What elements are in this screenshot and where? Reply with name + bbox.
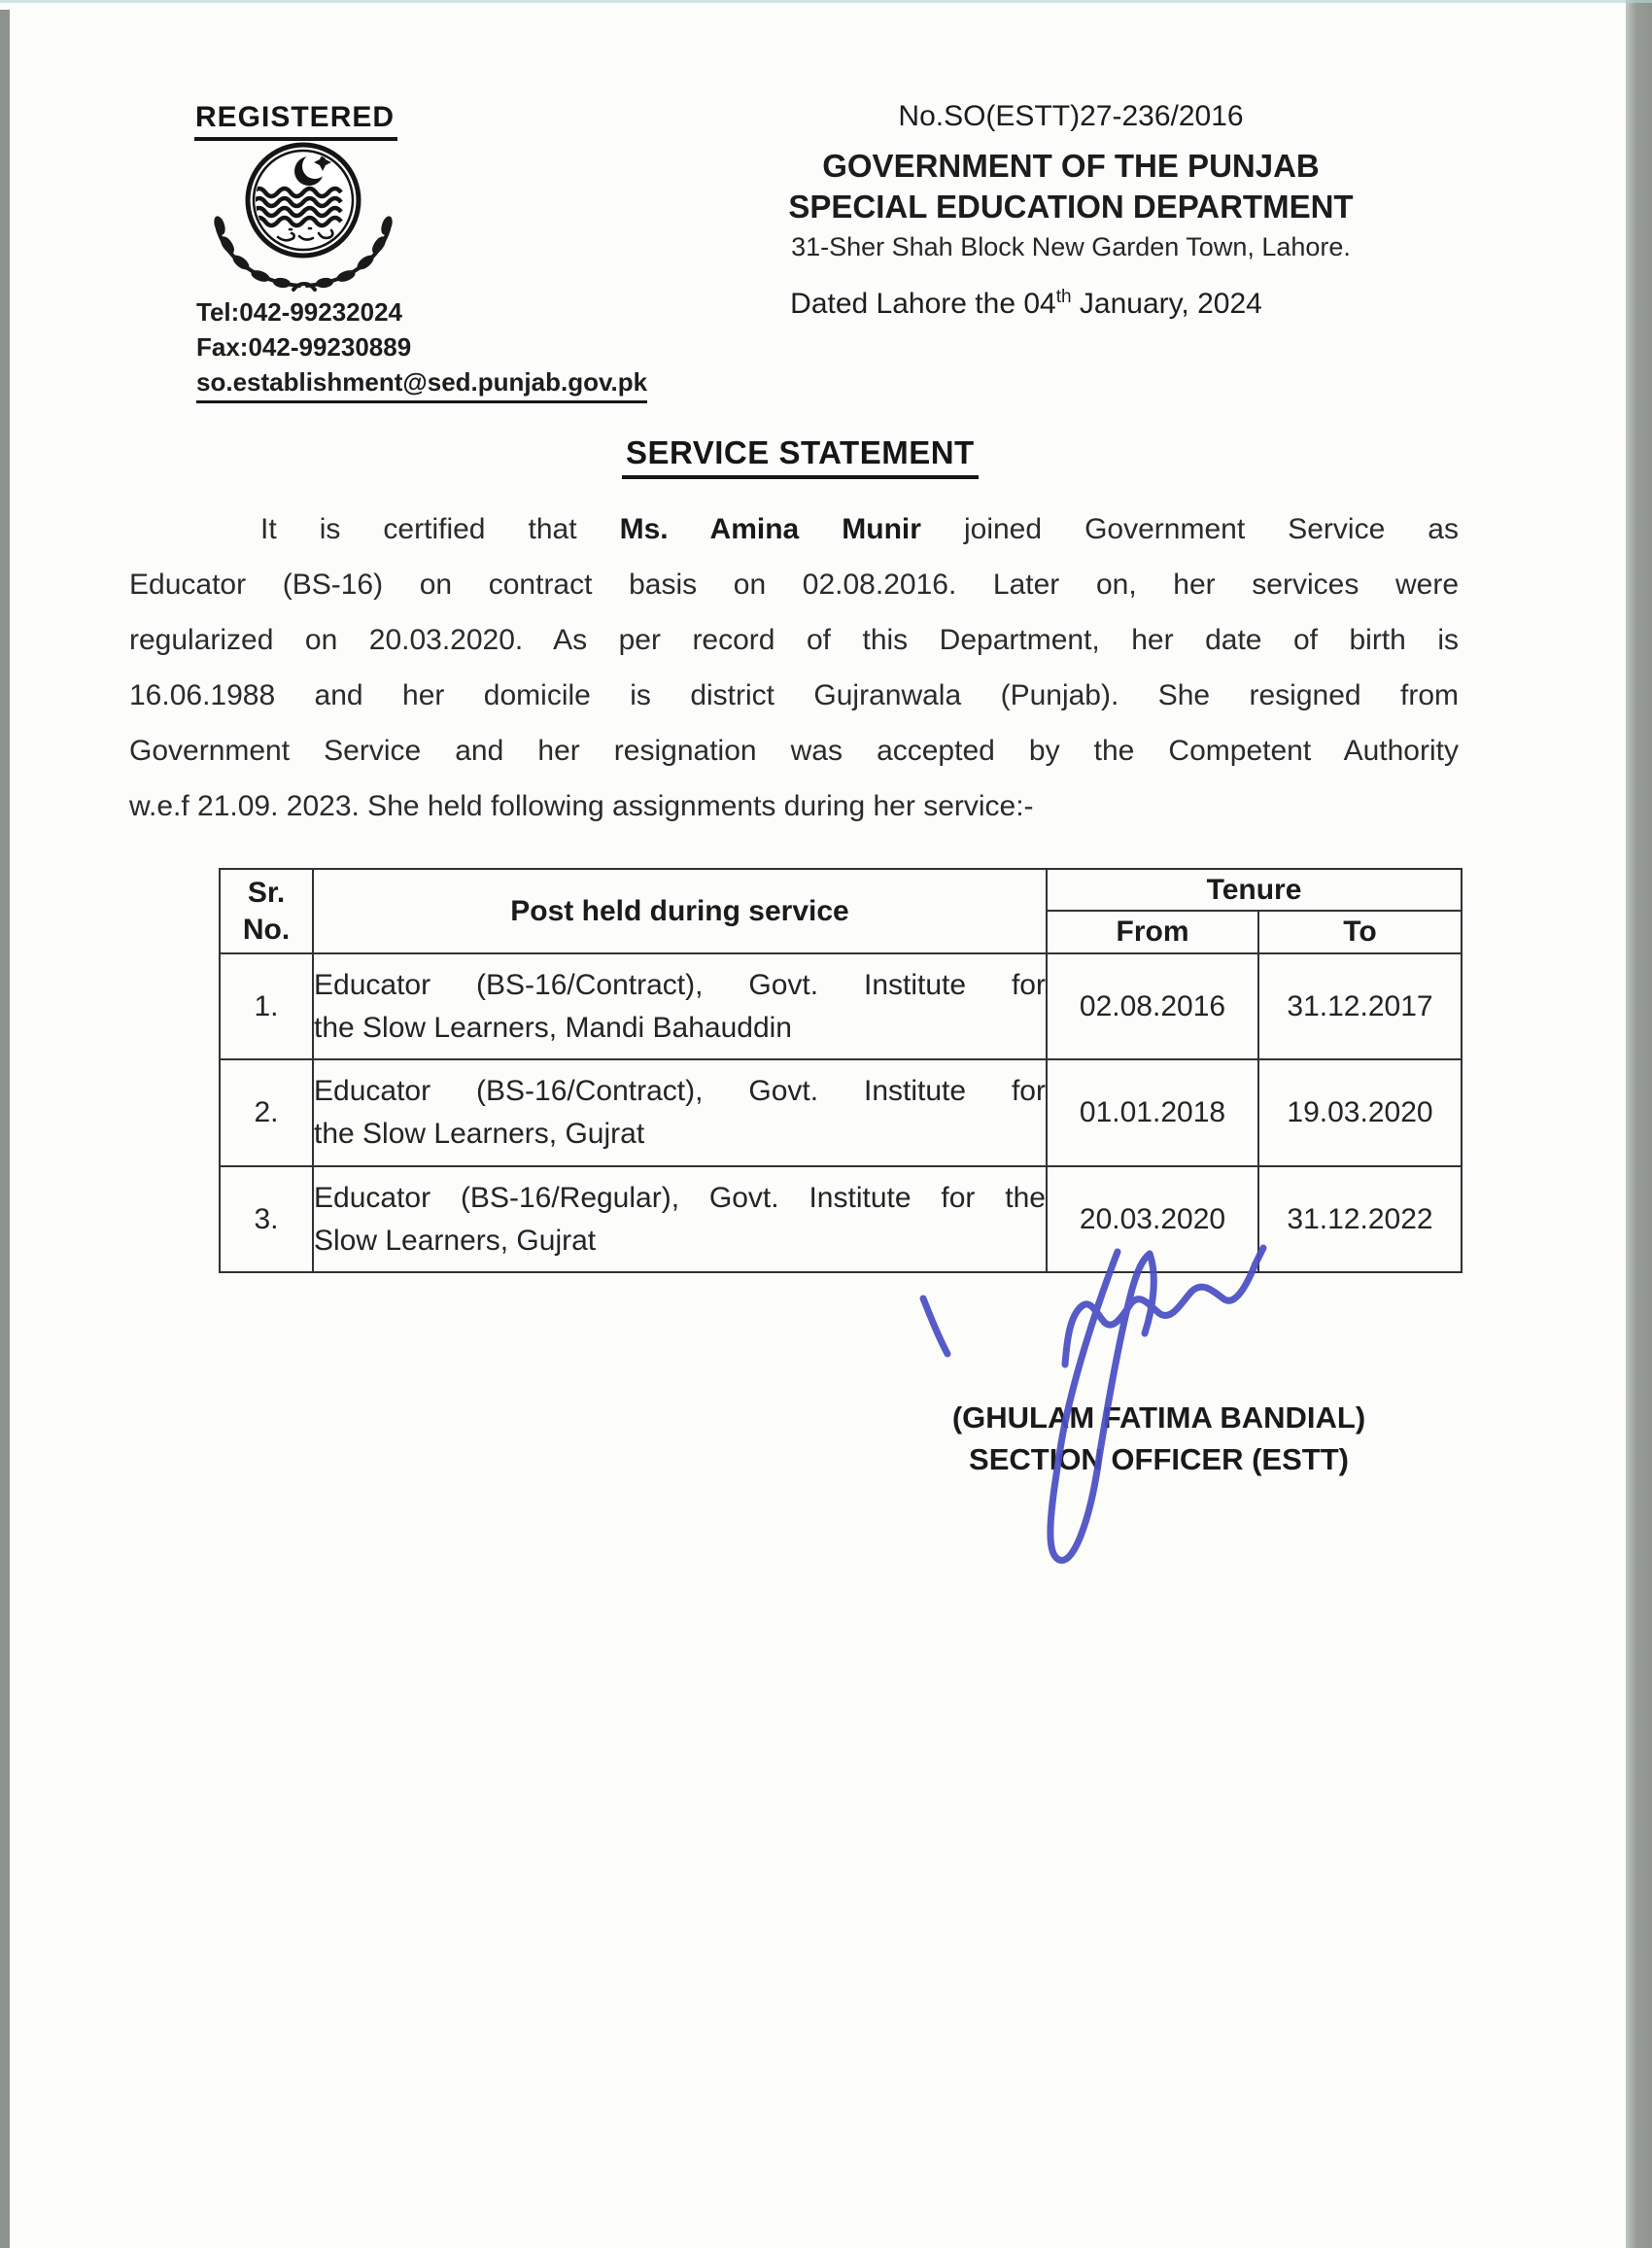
header-post-held: Post held during service (313, 869, 1047, 953)
paragraph-line: regularized on 20.03.2020. As per record of this Department, her date of birth is (129, 624, 1459, 656)
signatory-block (913, 1397, 1404, 1480)
signatory-name: (GHULAM FATIMA BANDIAL) (951, 1401, 1366, 1435)
scan-edge-right (1626, 0, 1652, 2248)
table-row (220, 1059, 1462, 1166)
dated-prefix: Dated Lahore the 04 (790, 288, 1056, 320)
contact-block (196, 294, 647, 403)
telephone-number: Tel:042-99232024 (196, 297, 403, 327)
cell-to: 31.12.2022 (1258, 1166, 1462, 1272)
employee-name: Ms. Amina Munir (619, 513, 921, 545)
cell-post (313, 1059, 1047, 1166)
cell-to: 19.03.2020 (1258, 1059, 1462, 1166)
fax-number: Fax:042-99230889 (196, 332, 412, 362)
post-line: Educator (BS-16/Contract), Govt. Institute for (314, 968, 1046, 1001)
post-line: the Slow Learners, Mandi Bahauddin (314, 1011, 792, 1044)
table-row (220, 953, 1462, 1059)
letterhead (731, 98, 1411, 263)
cell-from: 02.08.2016 (1047, 953, 1258, 1059)
post-line: the Slow Learners, Gujrat (314, 1118, 645, 1150)
header-sr-no (220, 869, 313, 953)
scan-edge-left (0, 10, 10, 2248)
dated-ordinal: th (1055, 287, 1072, 307)
cell-from: 20.03.2020 (1047, 1166, 1258, 1272)
line1-suffix: joined Government Service as (920, 513, 1459, 545)
header-tenure: Tenure (1047, 869, 1462, 911)
punjab-government-emblem-icon (204, 136, 402, 294)
document-title: SERVICE STATEMENT (622, 434, 979, 479)
paragraph-line: Educator (BS-16) on contract basis on 02.08.2016. Later on, her services were (129, 569, 1459, 601)
header-no: No. (242, 913, 291, 946)
cell-post (313, 953, 1047, 1059)
paragraph-line: 16.06.1988 and her domicile is district Gujranwala (Punjab). She resigned from (129, 679, 1459, 711)
post-line: Educator (BS-16/Regular), Govt. Institute for the (314, 1181, 1046, 1214)
cell-sr: 2. (220, 1059, 313, 1166)
header-to: To (1258, 911, 1462, 953)
cell-post (313, 1166, 1047, 1272)
line1-prefix: It is certified that (260, 513, 620, 545)
paragraph-line: Government Service and her resignation was accepted by the Competent Authority (129, 735, 1459, 767)
registered-label: REGISTERED (194, 101, 397, 141)
dated-line (729, 287, 1324, 321)
government-name: GOVERNMENT OF THE PUNJAB (822, 148, 1320, 184)
reference-number: No.SO(ESTT)27-236/2016 (898, 100, 1244, 132)
table-row (220, 1166, 1462, 1272)
department-address: 31-Sher Shah Block New Garden Town, Lahore. (791, 232, 1351, 261)
department-name: SPECIAL EDUCATION DEPARTMENT (788, 189, 1354, 225)
table-header-row (220, 869, 1462, 911)
post-line: Slow Learners, Gujrat (314, 1224, 597, 1257)
scan-edge-top (0, 0, 1652, 3)
cell-sr: 3. (220, 1166, 313, 1272)
service-history-table (219, 868, 1463, 1273)
cell-to: 31.12.2017 (1258, 953, 1462, 1059)
cell-from: 01.01.2018 (1047, 1059, 1258, 1166)
cell-sr: 1. (220, 953, 313, 1059)
header-sr: Sr. (247, 876, 286, 909)
paragraph-line (129, 501, 1459, 557)
paragraph-line: w.e.f 21.09. 2023. She held following assignments during her service:- (129, 790, 1034, 822)
post-line: Educator (BS-16/Contract), Govt. Institute for (314, 1075, 1046, 1107)
email-address: so.establishment@sed.punjab.gov.pk (196, 364, 647, 403)
signatory-designation: SECTION OFFICER (ESTT) (969, 1442, 1349, 1476)
dated-suffix: January, 2024 (1071, 288, 1262, 320)
certification-paragraph (129, 501, 1459, 834)
header-from: From (1047, 911, 1258, 953)
